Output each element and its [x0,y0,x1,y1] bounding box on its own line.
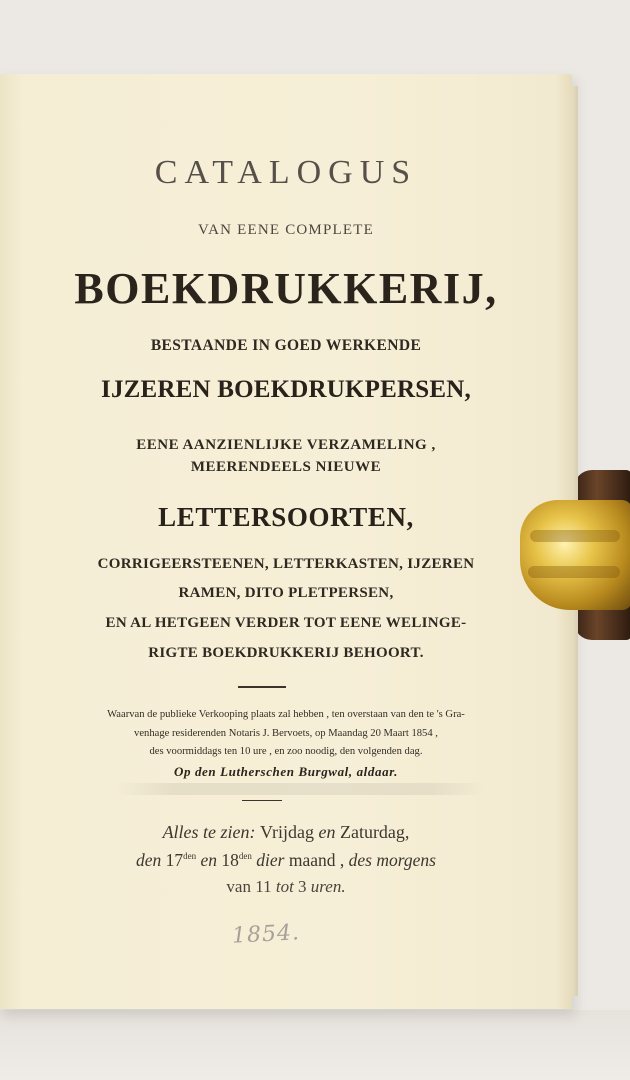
viewing-and: en [200,850,218,870]
divider [242,800,282,801]
viewing-dier: dier [256,850,285,870]
sale-paragraph-line: Waarvan de publieke Verkooping plaats zal hebben , ten overstaan van den te 's Gra- [107,709,465,720]
binder-clip [520,500,630,610]
background-surface [0,1010,630,1080]
viewing-uren: uren. [310,877,346,896]
heading-ijzeren: IJZEREN BOEKDRUKPERSEN, [101,376,471,403]
viewing-and: en [318,822,336,842]
contents-line: RAMEN, DITO PLETPERSEN, [178,585,394,601]
viewing-date-1 [166,850,197,870]
contents-line: CORRIGEERSTEENEN, LETTERKASTEN, IJZEREN [97,556,475,572]
viewing-line-1 [0,822,572,843]
sale-paragraph-line: venhage residerenden Notaris J. Bervoets, op Maandag 20 Maart 1854 , [134,728,438,739]
heading-lettersoorten: LETTERSOORTEN, [158,502,414,532]
viewing-line-2 [0,850,572,871]
subtitle: VAN EENE COMPLETE [198,222,374,238]
viewing-to-hour: 3 [298,877,307,896]
contents-line: EN AL HETGEEN VERDER TOT EENE WELINGE- [105,615,467,631]
viewing-morgens: des morgens [348,850,436,870]
viewing-tot: tot [275,877,294,896]
handwritten-year: 1854. [231,920,301,949]
document-title: CATALOGUS [154,154,418,191]
line-bestaande: BESTAANDE IN GOED WERKENDE [150,337,422,354]
sale-paragraph-line: des voormiddags ten 10 ure , en zoo noodig, den volgenden dag. [149,746,423,757]
date-suffix: den [238,851,252,862]
viewing-van: van [226,877,251,896]
viewing-day-2: Zaturdag, [339,822,410,842]
main-heading: BOEKDRUKKERIJ, [74,264,498,313]
viewing-date-2 [221,850,252,870]
date-number: 17 [165,850,184,870]
viewing-day-1: Vrijdag [260,822,314,842]
ink-offset-smudge [0,783,572,795]
divider [238,686,286,688]
viewing-from-hour: 11 [255,877,272,896]
viewing-line-3 [0,877,572,897]
contents-line: RIGTE BOEKDRUKKERIJ BEHOORT. [148,645,424,661]
date-number: 18 [221,850,239,870]
viewing-prefix: Alles te zien: [162,822,256,842]
date-suffix: den [183,851,197,862]
sale-location: Op den Lutherschen Burgwal, aldaar. [174,764,398,779]
line-eene: EENE AANZIENLIJKE VERZAMELING , [136,437,436,453]
line-meerendeels: MEERENDEELS NIEUWE [190,459,382,475]
viewing-maand: maand , [288,850,345,870]
viewing-den: den [135,850,162,870]
